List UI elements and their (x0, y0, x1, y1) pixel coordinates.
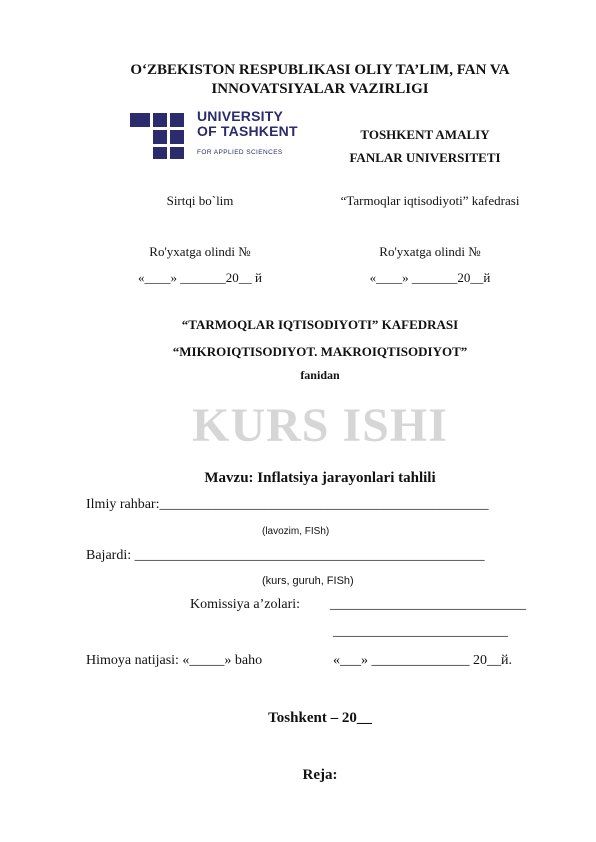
university-line-1: TOSHKENT AMALIY (360, 127, 490, 142)
department-left: Sirtqi bo`lim (166, 193, 234, 208)
university-line-2: FANLAR UNIVERSITETI (349, 150, 501, 165)
department-title: “TARMOQLAR IQTISODIYOTI” KAFEDRASI (181, 317, 459, 332)
ministry-line-2: INNOVATSIYALAR VAZIRLIGI (211, 81, 429, 97)
topic-line (60, 470, 580, 487)
logo-text-line-1: UNIVERSITY (197, 108, 284, 124)
commission-label: Komissiya a’zolari: (190, 597, 301, 612)
author-field: Bajardi: __________________________________________________ (86, 548, 485, 563)
logo-text-line-2: OF TASHKENT (197, 123, 298, 139)
plan-heading: Reja: (302, 767, 338, 783)
topic-value: Inflatsiya jarayonlari tahlili (257, 470, 436, 486)
author-hint: (kurs, guruh, FISh) (262, 575, 354, 587)
registration-left-label: Ro'yxatga olindi № (149, 244, 251, 259)
registration-right-label: Ro'yxatga olindi № (379, 244, 481, 259)
defense-result: Himoya natijasi: «_____» baho (86, 653, 263, 668)
registration-right-date: «____» _______20__й (369, 270, 491, 285)
topic-label: Mavzu: (204, 470, 254, 486)
department-right: “Tarmoqlar iqtisodiyoti” kafedrasi (340, 193, 520, 208)
commission-line-1: ____________________________ (330, 597, 526, 612)
work-type-title: KURS ISHI (192, 399, 448, 452)
supervisor-hint: (lavozim, FISh) (262, 526, 330, 537)
ministry-header (60, 61, 580, 99)
subject-suffix: fanidan (300, 368, 340, 382)
registration-left-date: «____» _______20__ й (138, 270, 262, 285)
university-name (330, 123, 520, 169)
commission-line-2: _________________________ (333, 624, 508, 639)
city-year: Toshkent – 20__ (268, 710, 372, 726)
subject-title: “MIKROIQTISODIYOT. MAKROIQTISODIYOT” (172, 344, 468, 359)
defense-date: «___» ______________ 20__й. (333, 653, 512, 668)
logo-text-line-3: FOR APPLIED SCIENCES (197, 149, 283, 156)
ministry-line-1: O‘ZBEKISTON RESPUBLIKASI OLIY TA’LIM, FAN VA (130, 62, 510, 78)
supervisor-field: Ilmiy rahbar:_______________________________________________ (86, 497, 489, 512)
